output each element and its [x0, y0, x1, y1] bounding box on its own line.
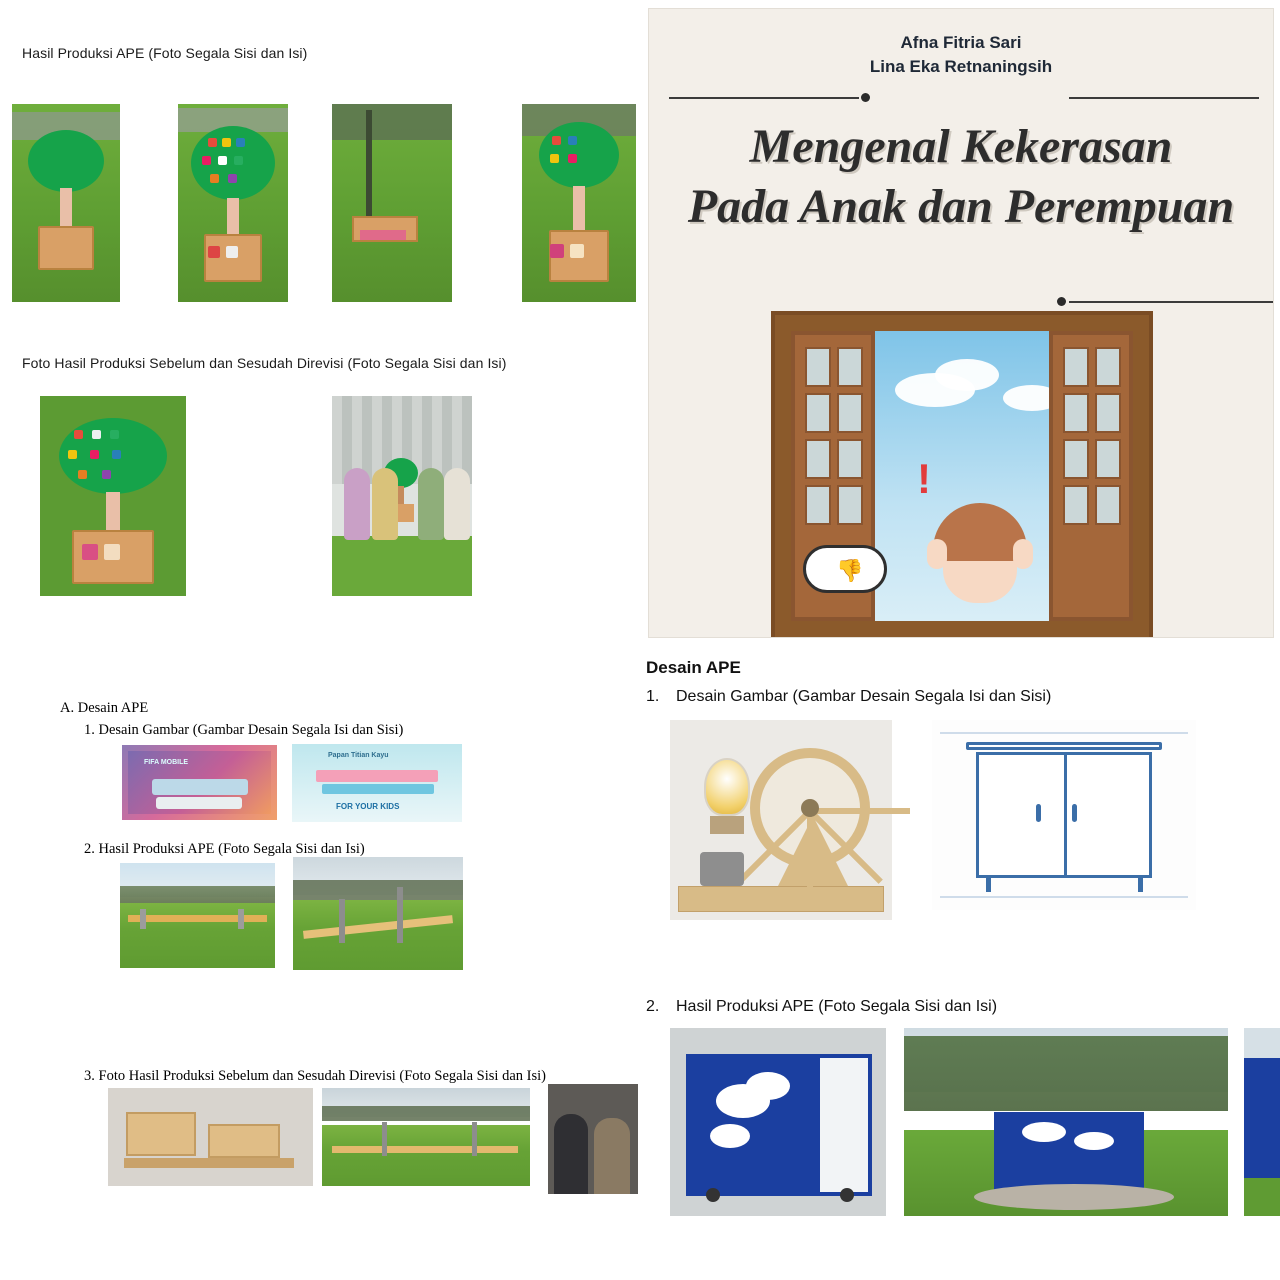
blueprint-cabinet-drawing	[932, 720, 1196, 910]
photo-wood-bench-pieces	[108, 1088, 313, 1186]
doc-item-3: 3. Foto Hasil Produksi Sebelum dan Sesudah Direvisi (Foto Segala Sisi dan Isi)	[84, 1068, 546, 1084]
poster-author-2: Lina Eka Retnaningsih	[869, 56, 1053, 76]
distressed-person-illustration	[925, 495, 1035, 615]
heading-desain-ape: Desain APE	[646, 658, 741, 677]
thumb-design-2-subtitle: FOR YOUR KIDS	[336, 802, 400, 811]
poster-image	[648, 8, 1274, 638]
photo-blue-cabinet-front	[670, 1028, 886, 1216]
poster-rule-left	[669, 97, 859, 99]
poster-authors	[649, 31, 1273, 79]
right-column	[640, 0, 1280, 1280]
photo-ape-front	[12, 104, 120, 302]
thumb-design-1-text: FIFA MOBILE	[144, 759, 189, 766]
poster-rule-dot-left	[861, 93, 870, 102]
right-item-2-number: 2.	[646, 998, 660, 1015]
poster-title-line-2: Pada Anak dan Perempuan	[687, 180, 1235, 233]
photo-balance-beam-1	[120, 863, 275, 968]
heading-hasil-produksi: Hasil Produksi APE (Foto Segala Sisi dan Isi)	[22, 45, 308, 61]
poster-rule-2-right	[1069, 301, 1274, 303]
thumb-design-2-title: Papan Titian Kayu	[328, 752, 389, 759]
exclamation-icon: !	[917, 455, 931, 502]
photo-ape-angled	[522, 104, 636, 302]
photo-field-beam	[322, 1088, 530, 1186]
thumb-design-1	[122, 745, 277, 820]
doc-item-1: 1. Desain Gambar (Gambar Desain Segala Isi dan Sisi)	[84, 722, 404, 738]
speech-bubble	[803, 545, 887, 593]
poster-title-line-1: Mengenal Kekerasan	[749, 120, 1173, 173]
photo-ape-side	[332, 104, 452, 302]
doc-item-a: A. Desain APE	[60, 700, 149, 716]
heading-hasil-revisi: Foto Hasil Produksi Sebelum dan Sesudah Direvisi (Foto Segala Sisi dan Isi)	[22, 355, 507, 371]
right-item-1-text: Desain Gambar (Gambar Desain Segala Isi dan Sisi)	[676, 688, 1052, 705]
photo-group-with-ape	[332, 396, 472, 596]
right-item-2-text: Hasil Produksi APE (Foto Segala Sisi dan Isi)	[676, 998, 998, 1015]
thumb-design-2	[292, 744, 462, 822]
poster-illustration	[771, 311, 1153, 638]
photo-people-cropped	[548, 1084, 638, 1194]
doc-item-2: 2. Hasil Produksi APE (Foto Segala Sisi dan Isi)	[84, 841, 365, 857]
poster-author-1: Afna Fitria Sari	[900, 33, 1022, 52]
photo-ape-before-revision	[40, 396, 186, 596]
photo-balance-beam-2	[293, 857, 463, 970]
poster-title	[649, 117, 1273, 237]
photo-blue-cabinet-cropped	[1244, 1028, 1280, 1216]
thumbs-down-icon: 👎	[836, 558, 864, 583]
poster-rule-right	[1069, 97, 1259, 99]
photo-wheel-generator	[670, 720, 892, 920]
right-item-1-number: 1.	[646, 688, 660, 705]
poster-rule-dot-right	[1057, 297, 1066, 306]
door-right	[1049, 331, 1133, 621]
photo-ape-with-shapes	[178, 104, 288, 302]
photo-blue-cabinet-outdoor	[904, 1028, 1228, 1216]
